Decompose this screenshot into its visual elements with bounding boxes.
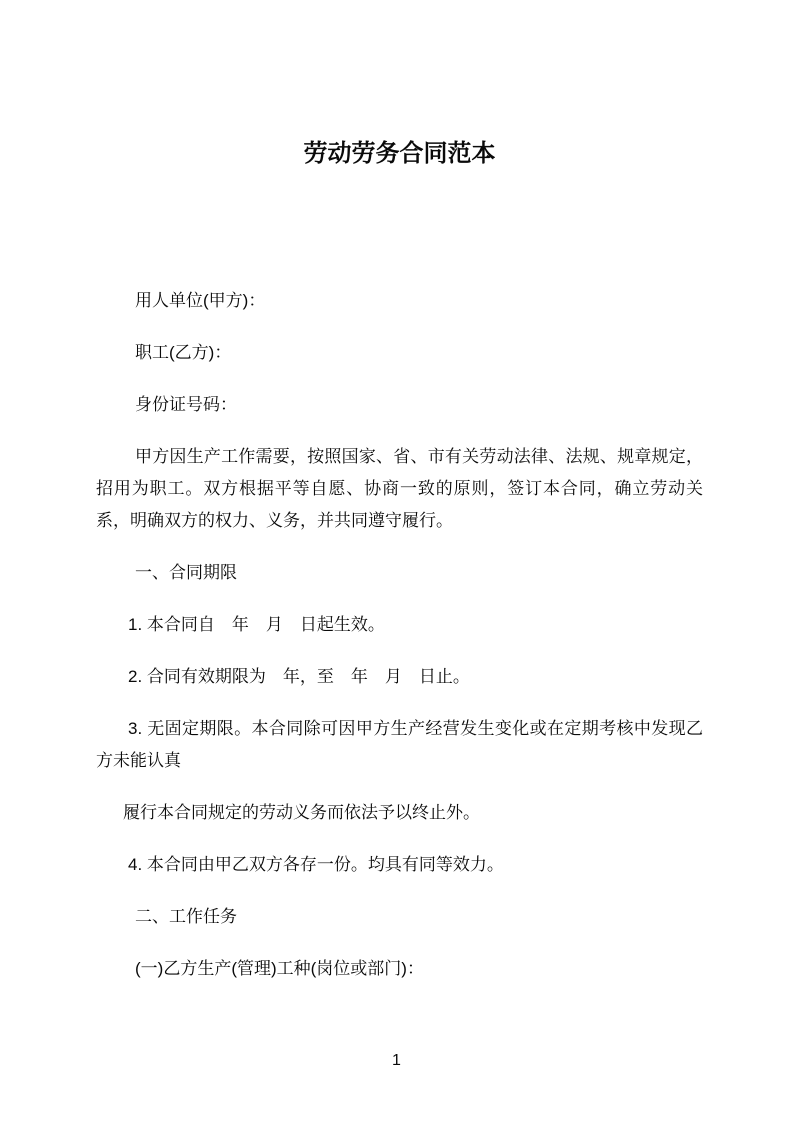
clause-1-3: 3. 无固定期限。本合同除可因甲方生产经营发生变化或在定期考核中发现乙方未能认真	[96, 719, 703, 770]
page-number: 1	[392, 1052, 401, 1069]
clause-1-1: 1. 本合同自 年 月 日起生效。	[128, 615, 385, 634]
field-id-number-label: 身份证号码：	[135, 395, 237, 414]
document-title: 劳动劳务合同范本	[303, 140, 496, 167]
clause-1-4: 4. 本合同由甲乙双方各存一份。均具有同等效力。	[128, 855, 504, 874]
intro-paragraph: 甲方因生产工作需要，按照国家、省、市有关劳动法律、法规、规章规定，招用为职工。双方根据平等自愿、协商一致的原则，签订本合同，确立劳动关系，明确双方的权力、义务，并共同遵守履行。	[96, 447, 703, 530]
clause-1-3-continued: 履行本合同规定的劳动义务而依法予以终止外。	[123, 803, 480, 822]
field-employer-label: 用人单位(甲方)：	[135, 291, 266, 310]
field-employee-label: 职工(乙方)：	[135, 343, 232, 362]
section-2-heading: 二、工作任务	[135, 907, 237, 926]
section-1-heading: 一、合同期限	[135, 563, 237, 582]
clause-2-1: (一)乙方生产(管理)工种(岗位或部门)：	[135, 959, 424, 978]
clause-1-2: 2. 合同有效期限为 年，至 年 月 日止。	[128, 667, 470, 686]
